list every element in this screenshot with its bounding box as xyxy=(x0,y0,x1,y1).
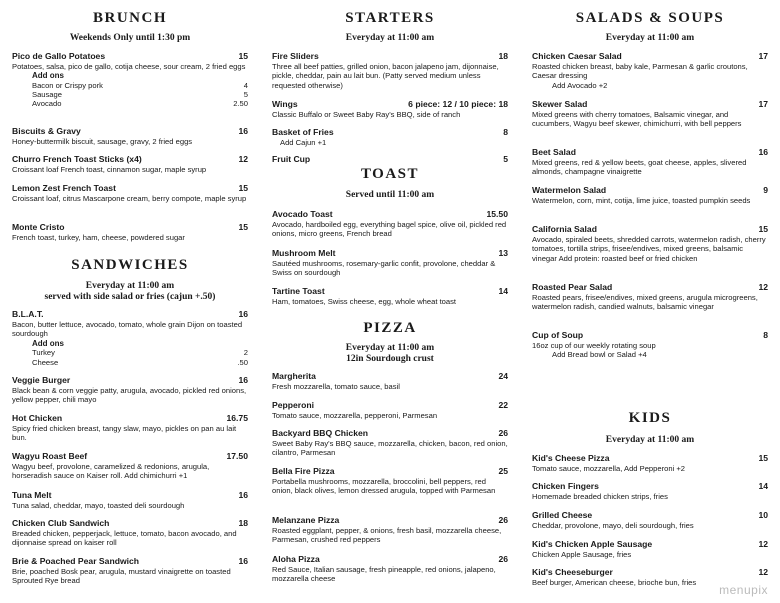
item-name: California Salad xyxy=(532,224,597,234)
item-desc: Classic Buffalo or Sweet Baby Ray's BBQ, side of ranch xyxy=(272,110,461,119)
item-desc: Ham, tomatoes, Swiss cheese, egg, whole wheat toast xyxy=(272,297,457,306)
item-name: Roasted Pear Salad xyxy=(532,282,613,292)
item-name: Tartine Toast xyxy=(272,286,325,296)
item-price: 16 xyxy=(238,490,248,500)
menu-item-veggie-burger xyxy=(12,375,248,405)
menu-item-pepperoni xyxy=(272,400,508,420)
item-desc: Red Sauce, Italian sausage, fresh pineapple, red onions, jalapeno, mozzarella cheese xyxy=(272,565,496,584)
item-desc: Breaded chicken, pepperjack, lettuce, tomato, bacon avocado, and dijonnaise spread on kaiser roll xyxy=(12,529,237,548)
item-price: 16 xyxy=(238,375,248,385)
menu-item-fries xyxy=(272,127,508,147)
menu-item-beet xyxy=(532,147,768,177)
menu-item-watermelon xyxy=(532,185,768,205)
item-desc: Tomato sauce, mozzarella, pepperoni, Parmesan xyxy=(272,411,438,420)
item-name: Aloha Pizza xyxy=(272,554,320,564)
item-price: 22 xyxy=(498,400,508,410)
pizza-subtitle: Everyday at 11:00 am xyxy=(345,343,435,353)
item-name: Melanzane Pizza xyxy=(272,515,340,525)
menu-item-lemon-toast xyxy=(12,183,248,203)
item-desc: Black bean & corn veggie patty, arugula, avocado, pickled red onions, yellow pepper, chili mayo xyxy=(12,386,247,405)
item-price: 17 xyxy=(758,99,768,109)
item-price: 26 xyxy=(498,515,508,525)
menu-item-melanzane xyxy=(272,515,508,545)
item-price: 12 xyxy=(758,567,768,577)
toast-title: TOAST xyxy=(360,166,420,182)
item-price: 17.50 xyxy=(226,451,248,461)
menu-item-soup xyxy=(532,330,768,360)
menu-item-chicken-club xyxy=(12,518,248,548)
item-price: 15 xyxy=(758,224,768,234)
item-desc: Watermelon, corn, mint, cotija, lime juice, toasted pumpkin seeds xyxy=(532,196,751,205)
sandwiches-subtitle-2: served with side salad or fries (cajun +.50) xyxy=(44,292,216,302)
kids-title: KIDS xyxy=(628,410,672,426)
item-extra: Add Bread bowl or Salad +4 xyxy=(552,350,647,360)
item-desc: Add Cajun +1 xyxy=(280,138,327,147)
item-desc: Sautéed mushrooms, rosemary-garlic confit, provolone, cheddar & Swiss on sourdough xyxy=(272,259,496,278)
item-name: Kid's Cheeseburger xyxy=(532,567,613,577)
item-name: Mushroom Melt xyxy=(272,248,336,258)
menu-item-pico xyxy=(12,51,248,109)
item-price: 8 xyxy=(763,330,768,340)
item-price: 18 xyxy=(238,518,248,528)
sandwiches-title: SANDWICHES xyxy=(71,257,189,273)
item-price: 12 xyxy=(758,282,768,292)
item-name: Pico de Gallo Potatoes xyxy=(12,51,106,61)
item-name: Basket of Fries xyxy=(272,127,334,137)
item-price: 12 xyxy=(238,154,248,164)
item-desc: Cheddar, provolone, mayo, deli sourdough, fries xyxy=(532,521,694,530)
item-desc: Tuna salad, cheddar, mayo, toasted deli sourdough xyxy=(12,501,185,510)
item-extra: Add Avocado +2 xyxy=(552,80,608,90)
item-price: 17 xyxy=(758,51,768,61)
item-desc: Sweet Baby Ray's BBQ sauce, mozzarella, chicken, bacon, red onion, cilantro, Parmesan xyxy=(272,439,508,458)
item-name: Skewer Salad xyxy=(532,99,588,109)
menu-item-wings xyxy=(272,99,508,119)
item-price: 12 xyxy=(758,539,768,549)
item-desc: Brie, poached Bosk pear, arugula, mustard vinaigrette on toasted Sprouted Rye bread xyxy=(12,567,231,586)
item-name: Watermelon Salad xyxy=(532,185,607,195)
item-price: 15 xyxy=(758,453,768,463)
addon-row: Bacon or Crispy pork 4 xyxy=(32,80,248,90)
item-price: 6 piece: 12 / 10 piece: 18 xyxy=(408,99,508,109)
item-price: 16 xyxy=(238,556,248,566)
item-desc: Honey-buttermilk biscuit, sausage, gravy, 2 fried eggs xyxy=(12,137,193,146)
item-desc: Fresh mozzarella, tomato sauce, basil xyxy=(272,382,400,391)
item-desc: Mixed greens with cherry tomatoes, Balsamic vinegar, and cucumbers, Wagyu beef skewer, chimichurri, with bell peppers xyxy=(532,110,742,129)
starters-subtitle: Everyday at 11:00 am xyxy=(345,33,435,43)
menu-item-brie-pear xyxy=(12,556,248,586)
sandwiches-subtitle: Everyday at 11:00 am xyxy=(85,281,175,291)
toast-subtitle: Served until 11:00 am xyxy=(345,190,435,200)
item-name: Avocado Toast xyxy=(272,209,333,219)
item-desc: Roasted chicken breast, baby kale, Parmesan & garlic croutons, Caesar dressing xyxy=(532,62,748,81)
item-desc: Tomato sauce, mozzarella, Add Pepperoni +2 xyxy=(532,464,686,473)
pizza-subtitle-2: 12in Sourdough crust xyxy=(346,354,434,364)
item-name: Beet Salad xyxy=(532,147,576,157)
item-price: 8 xyxy=(503,127,508,137)
addons-heading: Add ons xyxy=(32,338,64,348)
watermark: menupix xyxy=(719,583,768,597)
item-desc: Roasted eggplant, pepper, & onions, fresh basil, mozzarella cheese, Parmesan, crushed red peppers xyxy=(272,526,502,545)
item-name: Backyard BBQ Chicken xyxy=(272,428,368,438)
addons-heading: Add ons xyxy=(32,71,64,81)
item-name: Fruit Cup xyxy=(272,154,311,164)
addon-row: Avocado 2.50 xyxy=(32,99,248,109)
item-price: 16 xyxy=(758,147,768,157)
menu-item-fruit-cup xyxy=(272,154,508,165)
item-name: Churro French Toast Sticks (x4) xyxy=(12,154,142,164)
item-price: 26 xyxy=(498,554,508,564)
menu-item-margherita xyxy=(272,371,508,391)
item-name: Cup of Soup xyxy=(532,330,584,340)
kids-subtitle: Everyday at 11:00 am xyxy=(605,435,695,445)
item-price: 15 xyxy=(238,222,248,232)
item-desc: Three all beef patties, grilled onion, bacon jalapeno jam, dijonnaise, pickle, cheddar, pain au lait bun. (Patty served medium unless requested otherwise) xyxy=(272,62,499,90)
item-name: Chicken Club Sandwich xyxy=(12,518,110,528)
item-name: Grilled Cheese xyxy=(532,510,593,520)
item-name: Chicken Caesar Salad xyxy=(532,51,622,61)
salads-subtitle: Everyday at 11:00 am xyxy=(605,33,695,43)
item-price: 16 xyxy=(238,309,248,319)
menu-item-blat xyxy=(12,309,248,367)
menu-item-caesar xyxy=(532,51,768,90)
item-price: 13 xyxy=(498,248,508,258)
item-desc: Roasted pears, frisee/endives, mixed greens, arugula microgreens, watermelon radish, candied walnuts, balsamic vinegar xyxy=(532,293,758,312)
menu-item-roasted-pear xyxy=(532,282,768,312)
addon-row: Sausage 5 xyxy=(32,90,248,100)
menu-item-wagyu xyxy=(12,451,248,481)
item-name: Monte Cristo xyxy=(12,222,65,232)
menu-item-chicken-fingers xyxy=(532,481,768,501)
menu-item-biscuits xyxy=(12,126,248,146)
item-desc: Portabella mushrooms, mozzarella, broccolini, bell peppers, red onion, black olives, lemon dressed arugula, topped with Parmesan xyxy=(272,477,496,496)
item-price: 15 xyxy=(238,183,248,193)
item-name: Lemon Zest French Toast xyxy=(12,183,116,193)
menu-item-bella-fire xyxy=(272,466,508,496)
pizza-title: PIZZA xyxy=(363,320,417,336)
brunch-title: BRUNCH xyxy=(92,10,167,26)
addon-row: Turkey 2 xyxy=(32,348,248,358)
starters-title: STARTERS xyxy=(345,10,435,26)
item-desc: Spicy fried chicken breast, tangy slaw, mayo, pickles on pan au lait bun. xyxy=(12,424,237,443)
menu-item-aloha xyxy=(272,554,508,584)
item-desc: Beef burger, American cheese, brioche bun, fries xyxy=(532,578,697,587)
addon-row: Cheese .50 xyxy=(32,357,248,367)
item-price: 25 xyxy=(498,466,508,476)
item-name: Kid's Cheese Pizza xyxy=(532,453,610,463)
item-name: Biscuits & Gravy xyxy=(12,126,81,136)
item-price: 5 xyxy=(503,154,508,164)
item-desc: Homemade breaded chicken strips, fries xyxy=(532,492,668,501)
item-desc: Chicken Apple Sausage, fries xyxy=(532,550,632,559)
item-name: Margherita xyxy=(272,371,316,381)
item-price: 15.50 xyxy=(486,209,508,219)
item-desc: Croissant loaf, citrus Mascarpone cream, berry compote, maple syrup xyxy=(12,194,247,203)
menu-item-grilled-cheese xyxy=(532,510,768,530)
item-price: 10 xyxy=(758,510,768,520)
menu-item-tartine xyxy=(272,286,508,306)
item-desc: French toast, turkey, ham, cheese, powdered sugar xyxy=(12,233,185,242)
salads-title: SALADS & SOUPS xyxy=(575,10,725,26)
item-name: Brie & Poached Pear Sandwich xyxy=(12,556,140,566)
brunch-subtitle: Weekends Only until 1:30 pm xyxy=(69,33,191,43)
item-name: Wings xyxy=(272,99,298,109)
menu-item-fire-sliders xyxy=(272,51,508,90)
menu-item-churro xyxy=(12,154,248,174)
item-desc: Mixed greens, red & yellow beets, goat cheese, apples, slivered almonds, champagne vinaigrette xyxy=(532,158,747,177)
item-name: Kid's Chicken Apple Sausage xyxy=(532,539,653,549)
menu-item-skewer xyxy=(532,99,768,129)
item-price: 24 xyxy=(498,371,508,381)
item-price: 15 xyxy=(238,51,248,61)
item-price: 16 xyxy=(238,126,248,136)
item-price: 14 xyxy=(498,286,508,296)
item-name: B.L.A.T. xyxy=(12,309,44,319)
item-desc: Avocado, hardboiled egg, everything bagel spice, olive oil, pickled red onions, micro greens, French bread xyxy=(272,220,507,239)
item-name: Bella Fire Pizza xyxy=(272,466,335,476)
menu-item-mushroom-melt xyxy=(272,248,508,278)
item-desc: 16oz cup of our weekly rotating soup xyxy=(532,341,656,350)
item-price: 9 xyxy=(763,185,768,195)
item-name: Wagyu Roast Beef xyxy=(12,451,88,461)
item-price: 18 xyxy=(498,51,508,61)
item-desc: Croissant loaf French toast, cinnamon sugar, maple syrup xyxy=(12,165,207,174)
item-name: Chicken Fingers xyxy=(532,481,599,491)
item-desc: Wagyu beef, provolone, caramelized & redonions, arugula, horseradish sauce on Kaiser roll. Add chimichurri +1 xyxy=(12,462,210,481)
item-desc: Avocado, spiraled beets, shredded carrots, watermelon radish, cherry tomatoes, tortilla strips, frisee/endives, mixed greens, balsamic vinegar Add protein: roasted beef or fried chicken xyxy=(532,235,766,263)
menu-item-kids-sausage xyxy=(532,539,768,559)
menu-item-tuna-melt xyxy=(12,490,248,510)
menu-item-california xyxy=(532,224,768,263)
item-name: Hot Chicken xyxy=(12,413,63,423)
item-price: 16.75 xyxy=(226,413,248,423)
item-desc: Potatoes, salsa, pico de gallo, cotija cheese, sour cream, 2 fried eggs xyxy=(12,62,246,71)
item-name: Fire Sliders xyxy=(272,51,319,61)
item-desc: Bacon, butter lettuce, avocado, tomato, whole grain Dijon on toasted sourdough xyxy=(12,320,243,339)
item-name: Tuna Melt xyxy=(12,490,52,500)
item-name: Veggie Burger xyxy=(12,375,71,385)
menu-item-bbq-chicken xyxy=(272,428,508,458)
item-price: 14 xyxy=(758,481,768,491)
menu-item-hot-chicken xyxy=(12,413,248,443)
menu-item-avocado-toast xyxy=(272,209,508,239)
item-price: 26 xyxy=(498,428,508,438)
item-name: Pepperoni xyxy=(272,400,315,410)
menu-item-monte-cristo xyxy=(12,222,248,242)
menu-item-kids-pizza xyxy=(532,453,768,473)
